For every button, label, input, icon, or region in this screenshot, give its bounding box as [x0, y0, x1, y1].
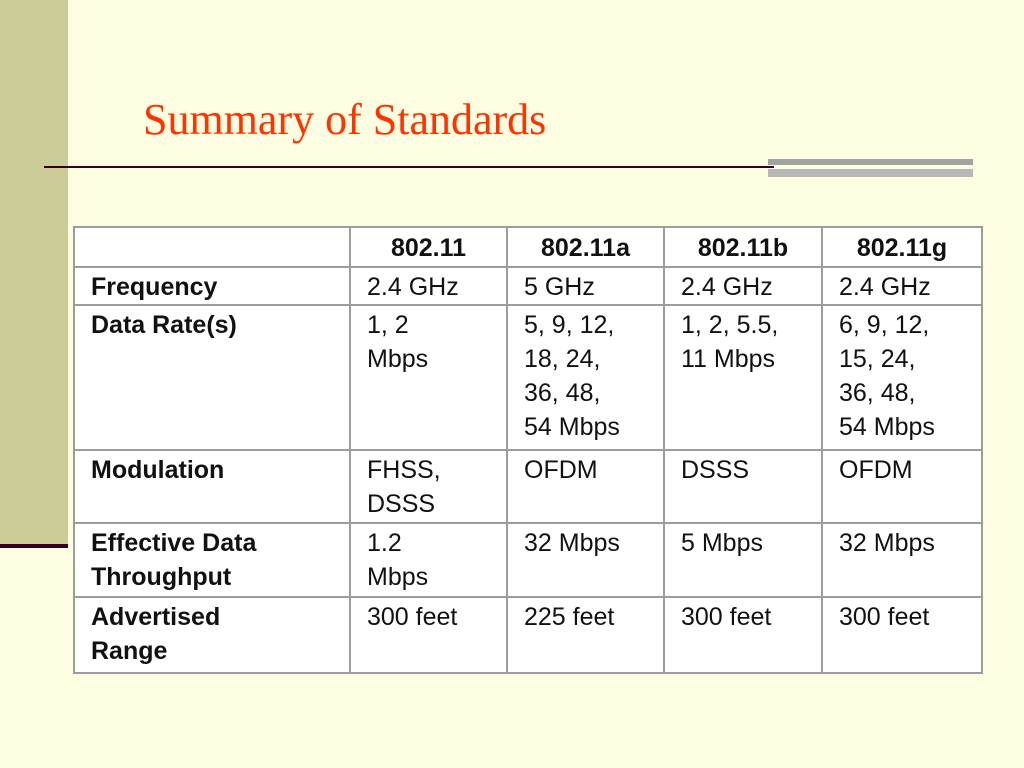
left-decor-rule	[0, 544, 68, 548]
column-header-802-11b: 802.11b	[664, 227, 822, 267]
table-cell: 2.4 GHz	[664, 267, 822, 305]
row-label-effective-throughput: Effective Data Throughput	[74, 523, 350, 597]
table-cell: 5, 9, 12, 18, 24, 36, 48, 54 Mbps	[507, 305, 664, 450]
row-label-frequency: Frequency	[74, 267, 350, 305]
table-cell: FHSS, DSSS	[350, 450, 507, 523]
table-cell: DSSS	[664, 450, 822, 523]
table-cell: 1.2 Mbps	[350, 523, 507, 597]
title-accent-bars	[768, 159, 973, 179]
row-label-advertised-range: Advertised Range	[74, 597, 350, 673]
table-cell: 225 feet	[507, 597, 664, 673]
table-cell: 6, 9, 12, 15, 24, 36, 48, 54 Mbps	[822, 305, 982, 450]
column-header-802-11: 802.11	[350, 227, 507, 267]
table-cell: 300 feet	[664, 597, 822, 673]
row-label-modulation: Modulation	[74, 450, 350, 523]
table-cell: 300 feet	[822, 597, 982, 673]
column-header-802-11a: 802.11a	[507, 227, 664, 267]
title-underline	[44, 166, 774, 168]
table-row-modulation	[74, 450, 982, 523]
table-header-row	[74, 227, 982, 267]
table-cell: 32 Mbps	[822, 523, 982, 597]
table-cell: OFDM	[507, 450, 664, 523]
row-label-data-rates: Data Rate(s)	[74, 305, 350, 450]
table-corner-cell	[74, 227, 350, 267]
standards-table-frame	[73, 226, 981, 672]
slide-title: Summary of Standards	[143, 95, 547, 144]
table-cell: 32 Mbps	[507, 523, 664, 597]
table-cell: OFDM	[822, 450, 982, 523]
column-header-802-11g: 802.11g	[822, 227, 982, 267]
table-row-advertised-range	[74, 597, 982, 673]
table-row-frequency	[74, 267, 982, 305]
table-cell: 5 Mbps	[664, 523, 822, 597]
table-cell: 1, 2, 5.5, 11 Mbps	[664, 305, 822, 450]
table-cell: 1, 2 Mbps	[350, 305, 507, 450]
standards-table	[73, 226, 983, 674]
left-decor-bar	[0, 0, 68, 548]
table-row-effective-throughput	[74, 523, 982, 597]
table-row-data-rates	[74, 305, 982, 450]
table-cell: 2.4 GHz	[822, 267, 982, 305]
table-cell: 2.4 GHz	[350, 267, 507, 305]
table-cell: 300 feet	[350, 597, 507, 673]
table-cell: 5 GHz	[507, 267, 664, 305]
